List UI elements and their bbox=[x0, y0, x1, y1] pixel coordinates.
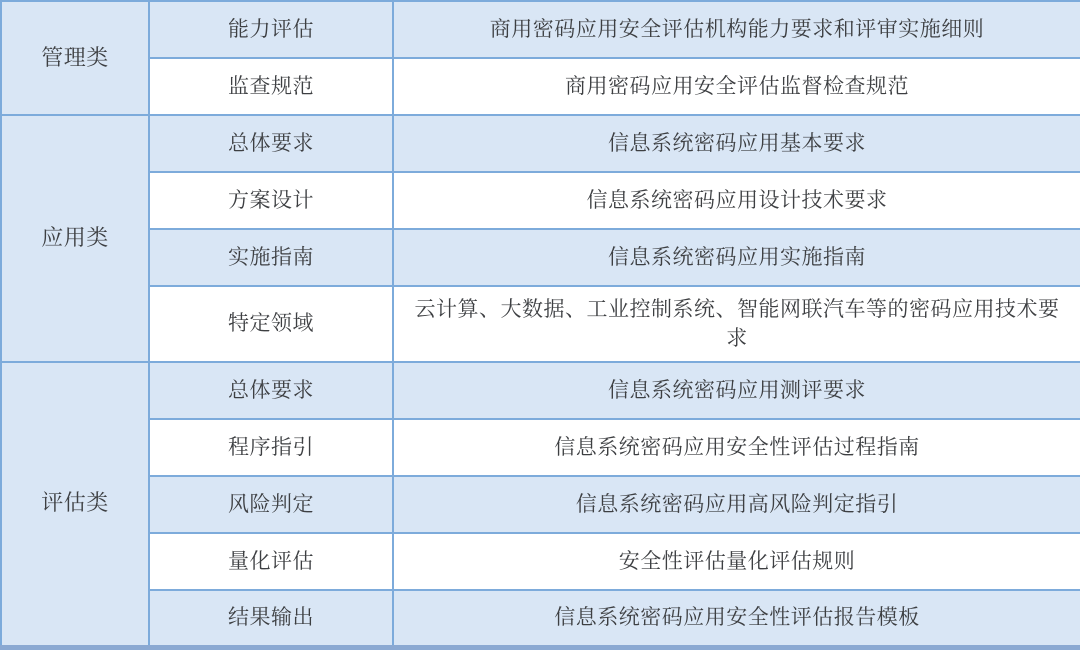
description-cell: 信息系统密码应用设计技术要求 bbox=[393, 172, 1080, 229]
category-cell-evaluation: 评估类 bbox=[1, 362, 149, 647]
subcategory-cell: 总体要求 bbox=[149, 115, 393, 172]
subcategory-cell: 风险判定 bbox=[149, 476, 393, 533]
table-row bbox=[1, 1, 1080, 58]
table-row bbox=[1, 533, 1080, 590]
subcategory-cell: 程序指引 bbox=[149, 419, 393, 476]
category-cell-application: 应用类 bbox=[1, 115, 149, 362]
subcategory-cell: 特定领域 bbox=[149, 286, 393, 362]
description-cell: 信息系统密码应用安全性评估过程指南 bbox=[393, 419, 1080, 476]
subcategory-cell: 量化评估 bbox=[149, 533, 393, 590]
description-cell: 信息系统密码应用安全性评估报告模板 bbox=[393, 590, 1080, 647]
description-cell: 信息系统密码应用基本要求 bbox=[393, 115, 1080, 172]
table-row bbox=[1, 229, 1080, 286]
table-row bbox=[1, 362, 1080, 419]
description-cell: 信息系统密码应用实施指南 bbox=[393, 229, 1080, 286]
category-cell-management: 管理类 bbox=[1, 1, 149, 115]
table-row bbox=[1, 590, 1080, 647]
description-cell: 商用密码应用安全评估机构能力要求和评审实施细则 bbox=[393, 1, 1080, 58]
subcategory-cell: 方案设计 bbox=[149, 172, 393, 229]
table-row bbox=[1, 115, 1080, 172]
description-cell: 信息系统密码应用测评要求 bbox=[393, 362, 1080, 419]
description-cell: 安全性评估量化评估规则 bbox=[393, 533, 1080, 590]
table-row bbox=[1, 58, 1080, 115]
table-row bbox=[1, 419, 1080, 476]
subcategory-cell: 结果输出 bbox=[149, 590, 393, 647]
table-row bbox=[1, 172, 1080, 229]
table-row bbox=[1, 286, 1080, 362]
subcategory-cell: 监查规范 bbox=[149, 58, 393, 115]
description-cell: 信息系统密码应用高风险判定指引 bbox=[393, 476, 1080, 533]
subcategory-cell: 能力评估 bbox=[149, 1, 393, 58]
subcategory-cell: 总体要求 bbox=[149, 362, 393, 419]
description-cell: 云计算、大数据、工业控制系统、智能网联汽车等的密码应用技术要求 bbox=[393, 286, 1080, 362]
description-cell: 商用密码应用安全评估监督检查规范 bbox=[393, 58, 1080, 115]
table-row bbox=[1, 476, 1080, 533]
subcategory-cell: 实施指南 bbox=[149, 229, 393, 286]
